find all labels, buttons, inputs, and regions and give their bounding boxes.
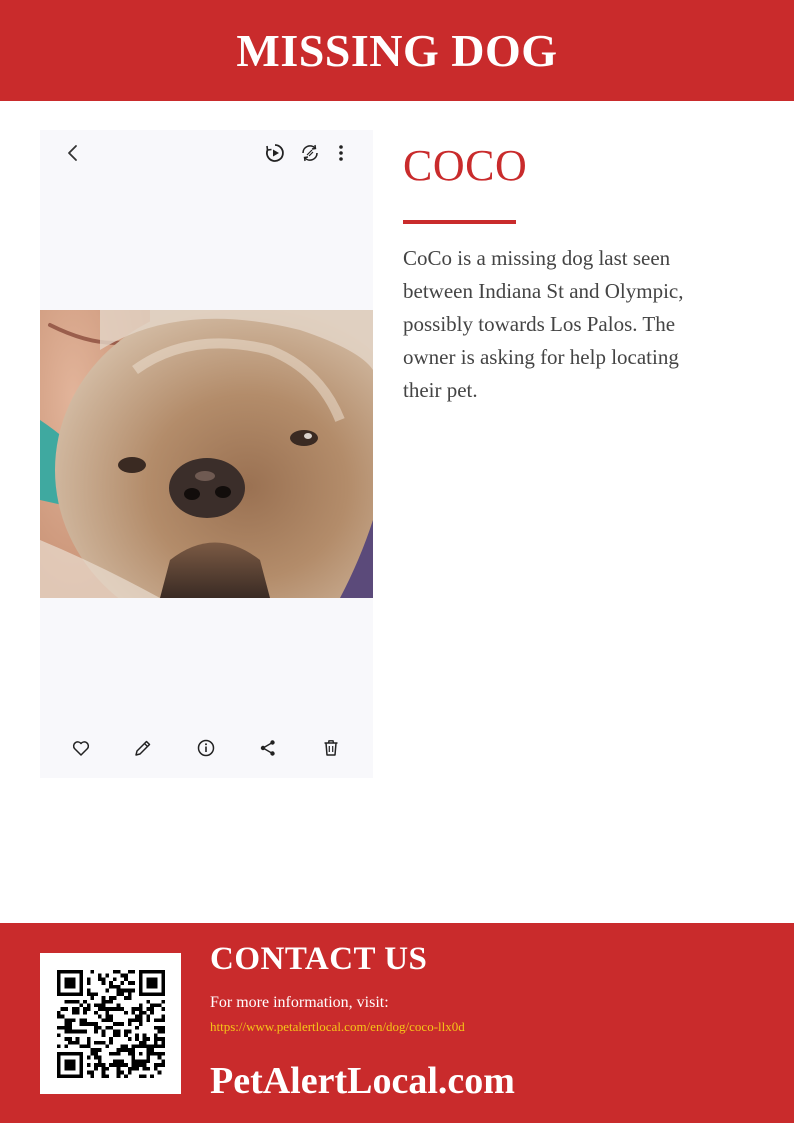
share-icon[interactable]: [257, 737, 279, 759]
pet-name: COCO: [403, 141, 528, 190]
more-icon[interactable]: [331, 142, 351, 164]
qr-code: [40, 953, 181, 1094]
edit-icon[interactable]: [132, 737, 154, 759]
info-icon[interactable]: [195, 737, 217, 759]
back-icon[interactable]: [62, 142, 84, 164]
remaster-icon[interactable]: [299, 142, 321, 164]
page-title: MISSING DOG: [236, 25, 558, 76]
info-text: For more information, visit:: [210, 994, 389, 1011]
info-link[interactable]: https://www.petalertlocal.com/en/dog/coco-llx0d: [210, 1019, 465, 1034]
photo-viewer-screenshot: [40, 130, 373, 778]
heart-icon[interactable]: [70, 737, 92, 759]
dog-photo: [40, 310, 373, 598]
motion-photo-icon[interactable]: [264, 142, 286, 164]
contact-title: CONTACT US: [210, 941, 428, 977]
pet-description: CoCo is a missing dog last seen between Indiana St and Olympic, possibly towards Los Palos. The owner is asking for help locating their pet.: [403, 246, 684, 402]
header-banner: [0, 0, 794, 101]
name-divider: [403, 220, 516, 224]
delete-icon[interactable]: [320, 737, 342, 759]
contact-footer: [0, 923, 794, 1123]
site-name: PetAlertLocal.com: [210, 1060, 515, 1102]
